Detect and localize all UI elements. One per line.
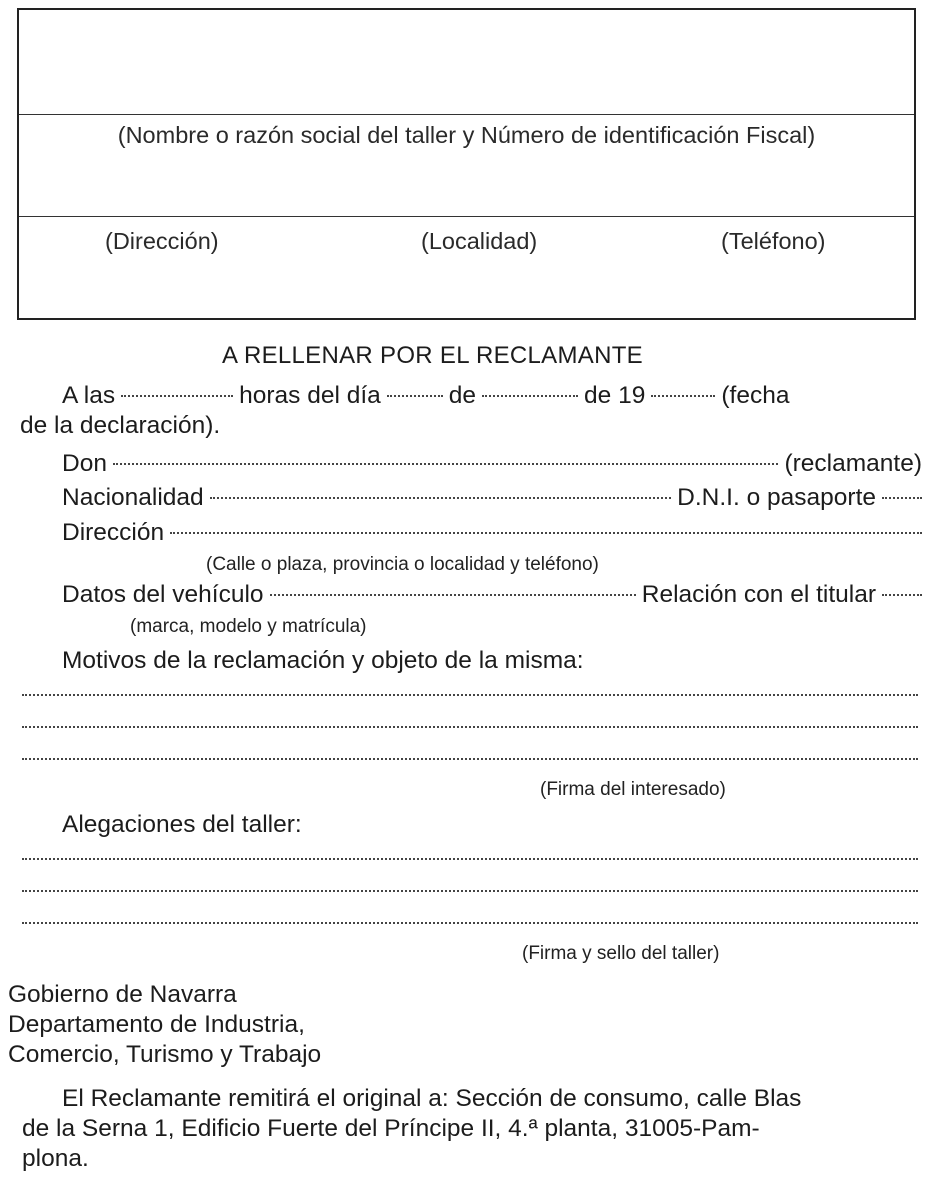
address-caption: (Dirección) — [105, 228, 219, 254]
signature-workshop-caption: (Firma y sello del taller) — [522, 943, 720, 964]
phone-caption: (Teléfono) — [721, 228, 826, 254]
label-dni: D.N.I. o pasaporte — [677, 484, 876, 511]
dni-field[interactable] — [882, 497, 922, 499]
year-field[interactable] — [651, 395, 715, 397]
nationality-field[interactable] — [210, 497, 672, 499]
reasons-line[interactable] — [22, 694, 918, 696]
date-line-continuation: de la declaración). — [20, 412, 221, 439]
box-divider — [19, 114, 914, 115]
locality-caption: (Localidad) — [421, 228, 538, 254]
workshop-remarks-label: Alegaciones del taller: — [62, 811, 302, 838]
claimant-name-field[interactable] — [113, 463, 779, 465]
claimant-line — [62, 449, 922, 479]
label-datos-vehiculo: Datos del vehículo — [62, 581, 264, 608]
date-line — [62, 381, 922, 411]
vehicle-line — [62, 580, 922, 610]
hour-field[interactable] — [121, 395, 233, 397]
reasons-line[interactable] — [22, 758, 918, 760]
reasons-line[interactable] — [22, 726, 918, 728]
nationality-line — [62, 483, 922, 513]
label-de-19: de 19 — [584, 382, 646, 409]
remarks-line[interactable] — [22, 890, 918, 892]
signature-claimant-caption: (Firma del interesado) — [540, 779, 726, 800]
month-field[interactable] — [482, 395, 578, 397]
label-horas-del-dia: horas del día — [239, 382, 381, 409]
section-heading: A RELLENAR POR EL RECLAMANTE — [222, 342, 643, 369]
submission-note-line: plona. — [22, 1145, 89, 1172]
relation-field[interactable] — [882, 594, 922, 596]
submission-note-line: de la Serna 1, Edificio Fuerte del Príncipe II, 4.ª planta, 31005-Pam- — [22, 1115, 760, 1142]
remarks-line[interactable] — [22, 858, 918, 860]
org-name: Gobierno de Navarra — [8, 981, 237, 1008]
workshop-info-box — [17, 8, 916, 320]
address-line — [62, 518, 922, 548]
submission-note-line: El Reclamante remitirá el original a: Sección de consumo, calle Blas — [62, 1085, 802, 1112]
address-hint: (Calle o plaza, provincia o localidad y teléfono) — [206, 554, 599, 575]
address-field[interactable] — [170, 532, 922, 534]
label-de: de — [448, 382, 477, 409]
vehicle-hint: (marca, modelo y matrícula) — [130, 616, 367, 637]
vehicle-field[interactable] — [270, 594, 636, 596]
label-a-las: A las — [62, 382, 116, 409]
reasons-label: Motivos de la reclamación y objeto de la misma: — [62, 647, 584, 674]
label-fecha: (fecha — [721, 382, 790, 409]
org-department-cont: Comercio, Turismo y Trabajo — [8, 1041, 322, 1068]
org-department: Departamento de Industria, — [8, 1011, 305, 1038]
workshop-name-caption: (Nombre o razón social del taller y Número de identificación Fiscal) — [117, 122, 816, 148]
label-nacionalidad: Nacionalidad — [62, 484, 204, 511]
label-don: Don — [62, 450, 107, 477]
label-reclamante: (reclamante) — [784, 450, 922, 477]
remarks-line[interactable] — [22, 922, 918, 924]
box-divider — [19, 216, 914, 217]
day-field[interactable] — [387, 395, 443, 397]
label-relacion-titular: Relación con el titular — [641, 581, 876, 608]
label-direccion: Dirección — [62, 519, 165, 546]
